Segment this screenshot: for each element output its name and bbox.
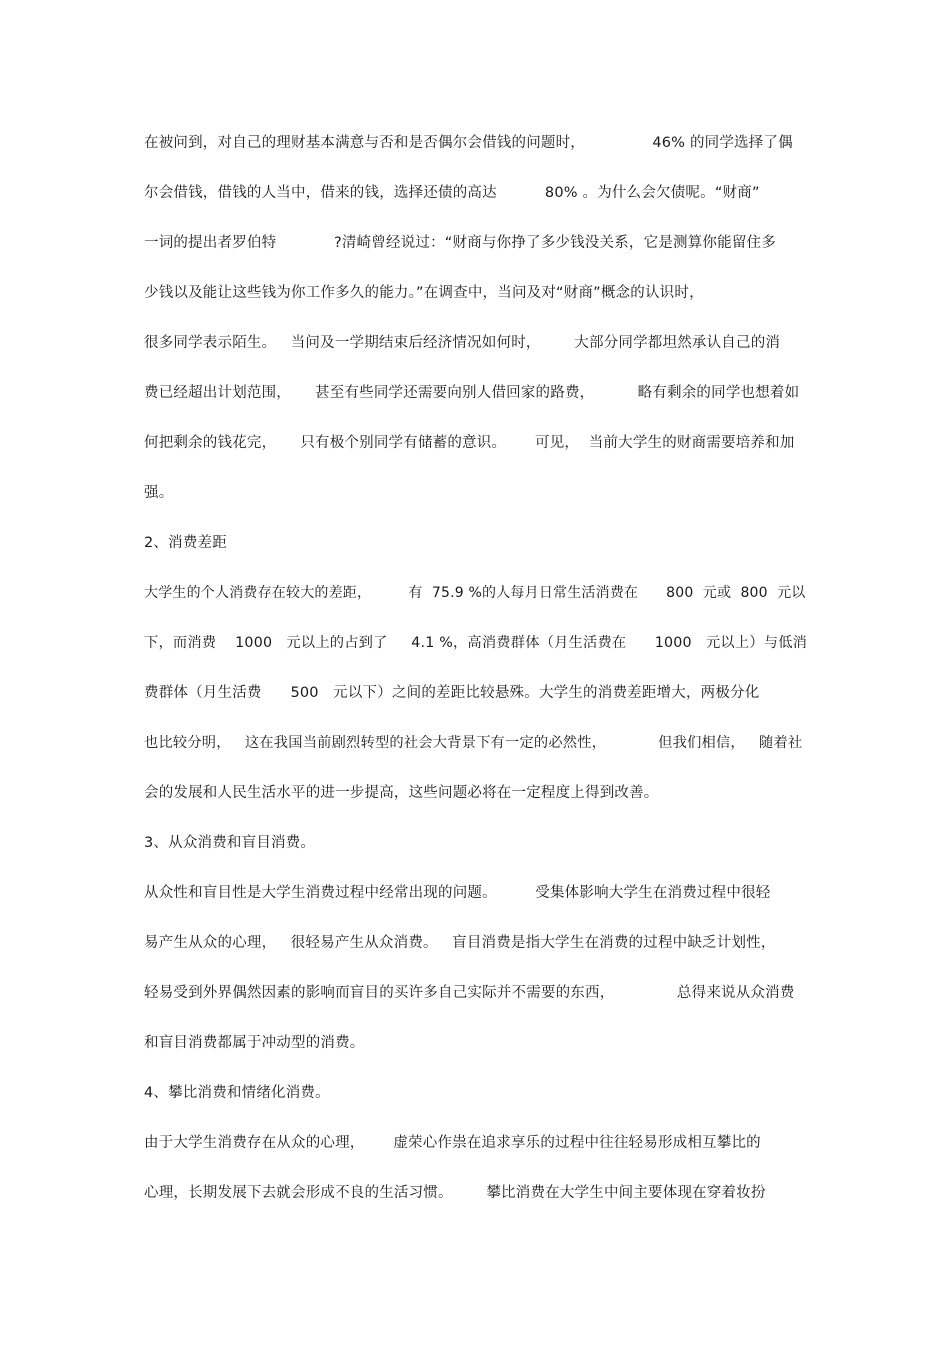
text-line: 在被问到，对自己的理财基本满意与否和是否偶尔会借钱的问题时， 46% 的同学选择了偶 [144, 135, 793, 151]
text-line: 费群体（月生活费 500 元以下）之间的差距比较悬殊。大学生的消费差距增大，两极分化 [144, 685, 760, 701]
text-line: 大学生的个人消费存在较大的差距， 有 75.9 %的人每月日常生活消费在 800 元或 800 元以 [144, 585, 806, 601]
text-line: 下，而消费 1000 元以上的占到了 4.1 %，高消费群体（月生活费在 1000 元以上）与低消 [144, 635, 808, 651]
section-heading: 3、从众消费和盲目消费。 [144, 835, 316, 851]
text-line: 也比较分明， 这在我国当前剧烈转型的社会大背景下有一定的必然性， 但我们相信， 随着社 [144, 735, 803, 751]
text-line: 很多同学表示陌生。 当问及一学期结束后经济情况如何时， 大部分同学都坦然承认自己的消 [144, 335, 781, 351]
text-line: 何把剩余的钱花完， 只有极个别同学有储蓄的意识。 可见， 当前大学生的财商需要培养和加 [144, 435, 795, 451]
text-line: 少钱以及能让这些钱为你工作多久的能力。”在调查中，当问及对“财商”概念的认识时， [144, 285, 704, 301]
text-line: 心理，长期发展下去就会形成不良的生活习惯。 攀比消费在大学生中间主要体现在穿着妆扮 [144, 1185, 766, 1201]
text-line: 轻易受到外界偶然因素的影响而盲目的买许多自己实际并不需要的东西， 总得来说从众消费 [144, 985, 795, 1001]
text-line: 易产生从众的心理， 很轻易产生从众消费。 盲目消费是指大学生在消费的过程中缺乏计划性， [144, 935, 776, 951]
text-line: 从众性和盲目性是大学生消费过程中经常出现的问题。 受集体影响大学生在消费过程中很轻 [144, 885, 771, 901]
section-heading: 4、攀比消费和情绪化消费。 [144, 1085, 330, 1101]
text-line: 一词的提出者罗伯特 ?清崎曾经说过：“财商与你挣了多少钱没关系，它是测算你能留住多 [144, 235, 776, 251]
text-line: 费已经超出计划范围， 甚至有些同学还需要向别人借回家的路费， 略有剩余的同学也想着如 [144, 385, 800, 401]
text-line: 由于大学生消费存在从众的心理， 虚荣心作祟在追求享乐的过程中往往轻易形成相互攀比的 [144, 1135, 761, 1151]
section-heading: 2、消费差距 [144, 535, 227, 551]
text-line: 和盲目消费都属于冲动型的消费。 [144, 1035, 365, 1051]
text-line: 会的发展和人民生活水平的进一步提高，这些问题必将在一定程度上得到改善。 [144, 785, 659, 801]
text-line: 尔会借钱，借钱的人当中，借来的钱，选择还债的高达 80% 。为什么会欠债呢。“财商” [144, 185, 760, 201]
text-line: 强。 [144, 485, 174, 501]
